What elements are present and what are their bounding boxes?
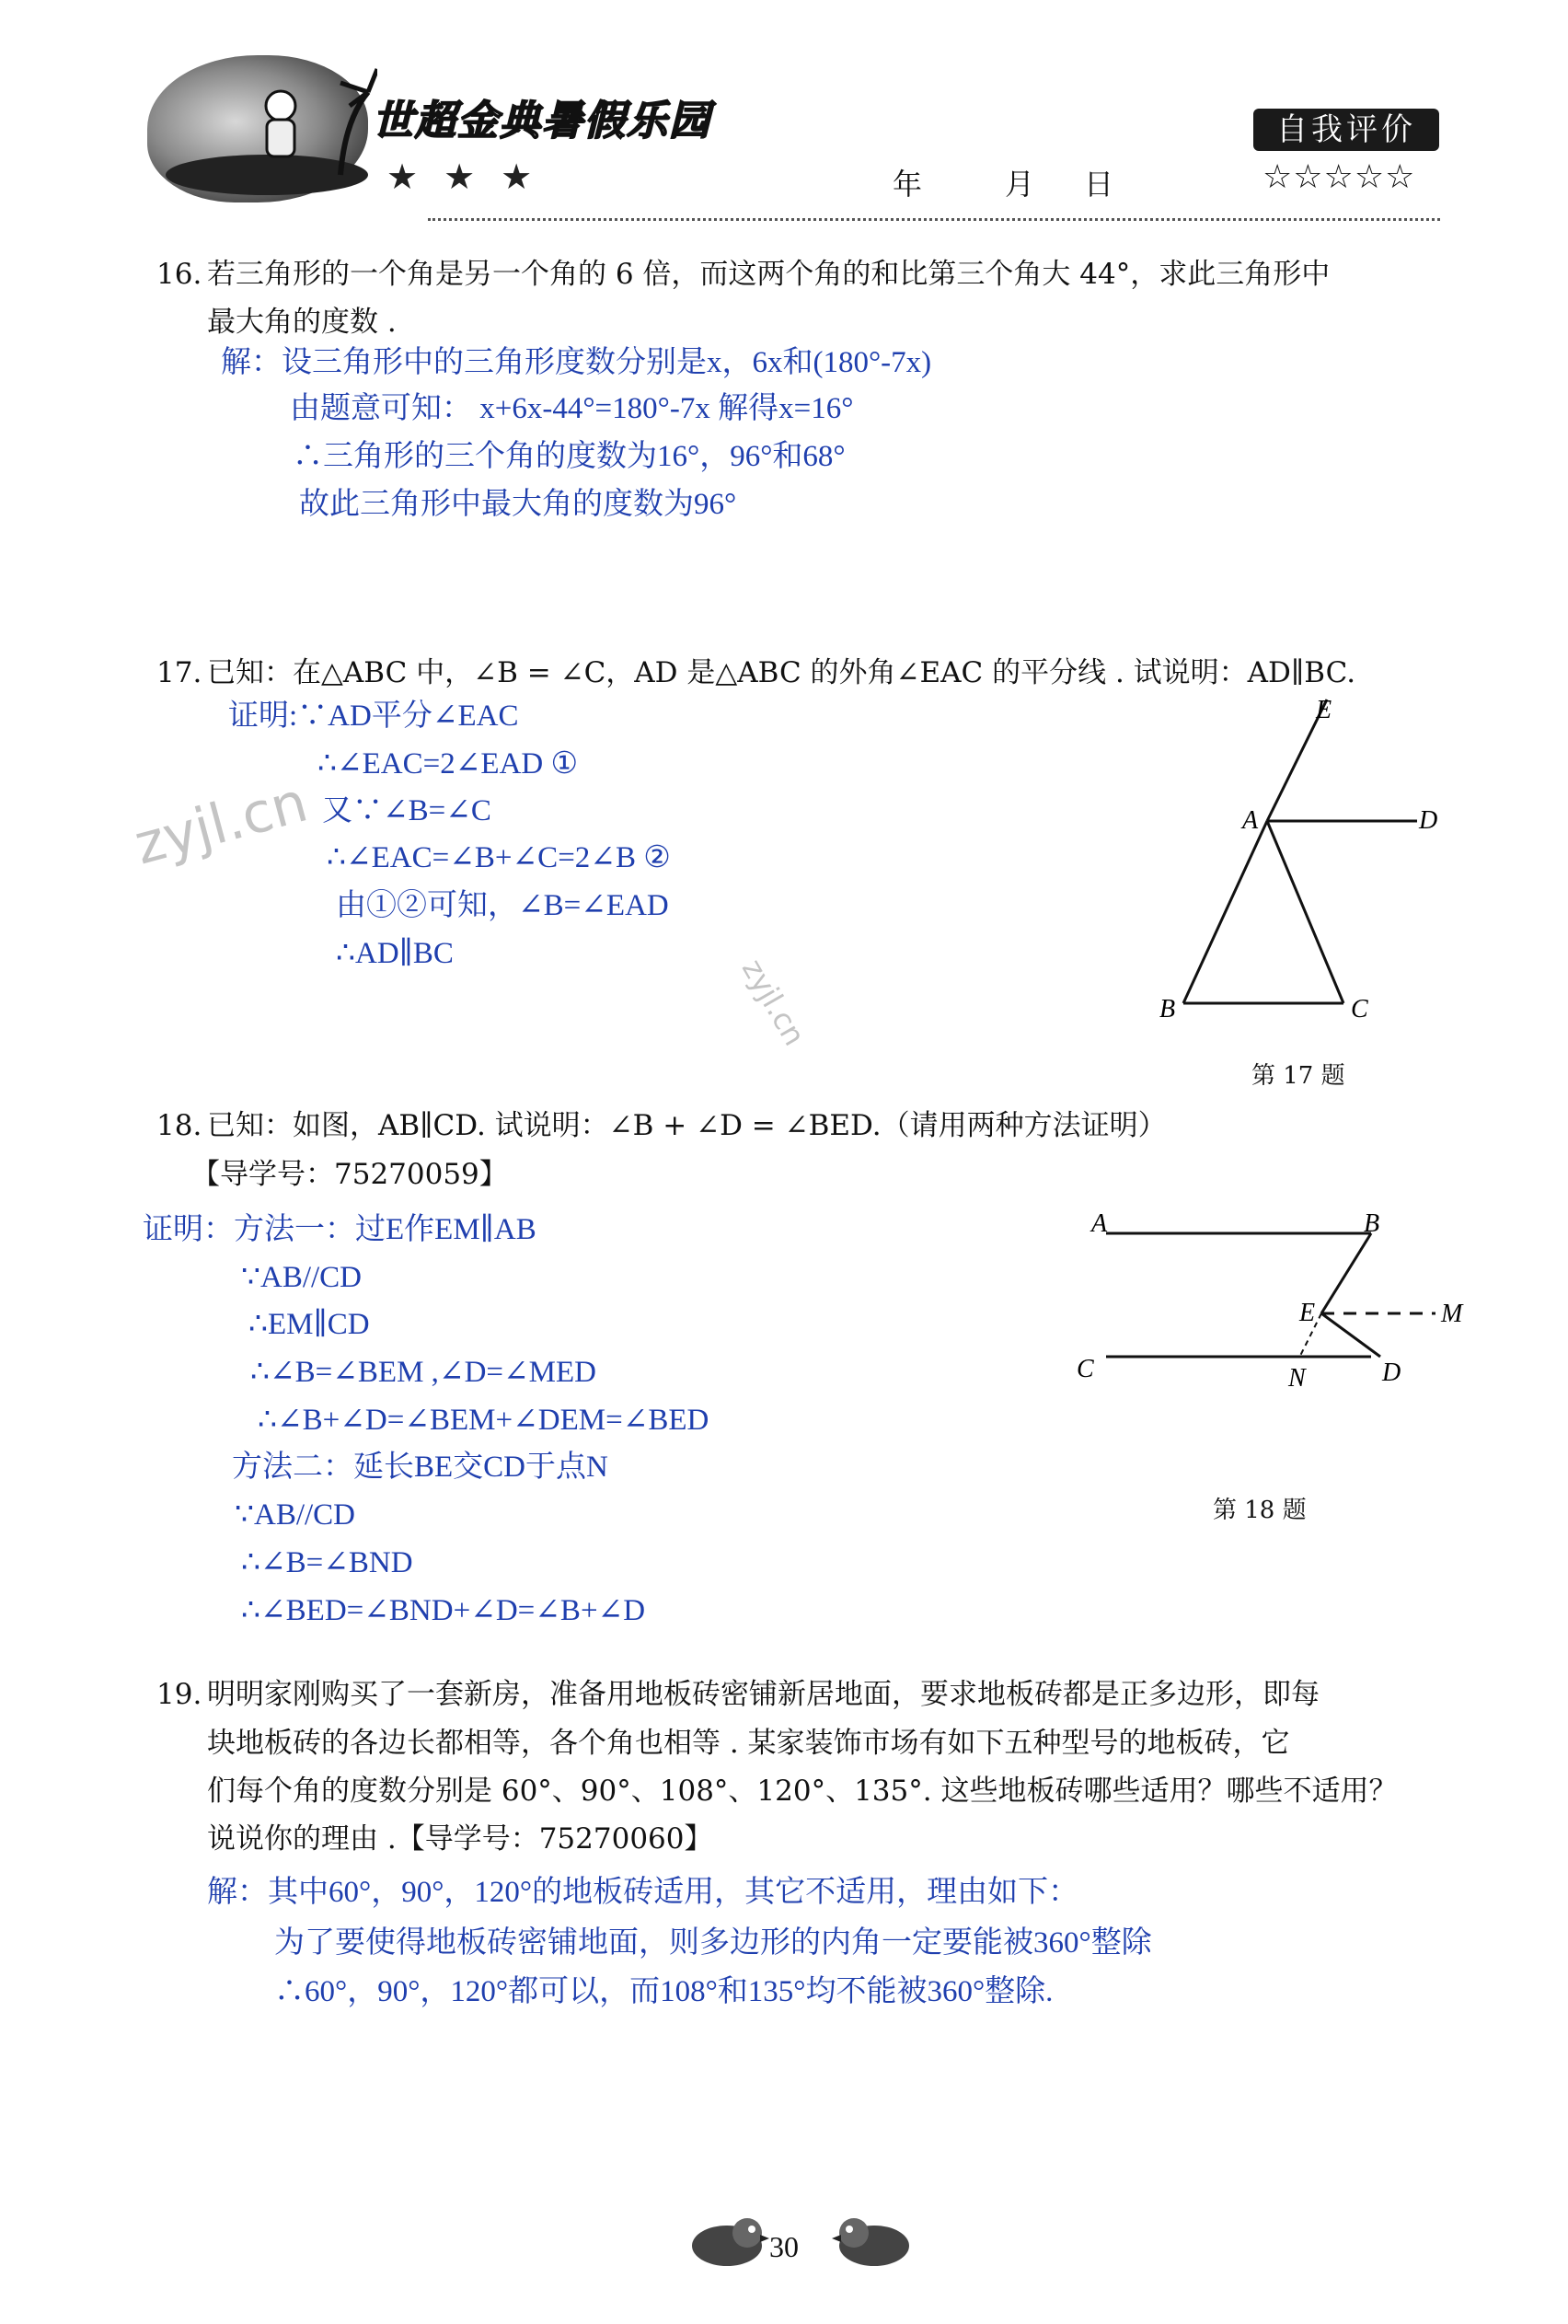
label-e: E xyxy=(1316,696,1332,724)
page-number: 30 xyxy=(769,2230,799,2263)
q18-answer-8: ∴∠B=∠BND xyxy=(241,1546,413,1579)
segment-ed xyxy=(1321,1313,1380,1357)
rating-stars[interactable]: ☆☆☆☆☆ xyxy=(1262,158,1416,196)
q18-answer-4: ∴∠B=∠BEM ,∠D=∠MED xyxy=(250,1356,597,1389)
q16-answer-4: 故此三角形中最大角的度数为96° xyxy=(299,488,737,521)
q19-line3: 们每个角的度数分别是 60°、90°、108°、120°、135°. 这些地板砖哪些适用？哪些不适用？ xyxy=(207,1775,1398,1808)
label-a: A xyxy=(1091,1209,1108,1238)
q17-answer-5: 由①②可知，∠B=∠EAD xyxy=(336,889,669,922)
q19-line2: 块地板砖的各边长都相等，各个角也相等 . 某家装饰市场有如下五种型号的地板砖，它 xyxy=(207,1727,1290,1760)
self-eval-badge: 自我评价 xyxy=(1253,109,1439,151)
label-b: B xyxy=(1364,1209,1380,1238)
q16-line1: 若三角形的一个角是另一个角的 6 倍，而这两个角的和比第三个角大 44°，求此三角形中 xyxy=(207,258,1331,291)
q17-answer-3: 又∵∠B=∠C xyxy=(322,794,491,827)
label-c: C xyxy=(1077,1355,1094,1383)
q19-answer-1: 解：其中60°，90°，120°的地板砖适用，其它不适用，理由如下： xyxy=(207,1876,1079,1909)
header-divider xyxy=(428,218,1440,221)
label-n: N xyxy=(1288,1364,1306,1393)
q18-answer-6: 方法二：延长BE交CD于点N xyxy=(232,1451,608,1484)
label-c: C xyxy=(1351,995,1368,1023)
q17-answer-4: ∴∠EAC=∠B+∠C=2∠B ② xyxy=(327,841,671,874)
q18-caption: 第 18 题 xyxy=(1213,1497,1307,1524)
q16-line2: 最大角的度数 . xyxy=(207,306,397,339)
q17-number: 17. xyxy=(156,656,202,689)
q17-answer-2: ∴∠EAC=2∠EAD ① xyxy=(317,747,579,780)
q18-answer-1: 证明：方法一：过E作EM∥AB xyxy=(143,1213,536,1246)
bird-icon-right xyxy=(828,2209,920,2273)
q18-line1: 已知：如图，AB∥CD. 试说明：∠B + ∠D = ∠BED.（请用两种方法证明） xyxy=(207,1109,1167,1142)
q19-answer-3: ∴60°，90°，120°都可以，而108°和135°均不能被360°整除. xyxy=(274,1975,1054,2008)
bird-icon-left xyxy=(681,2209,773,2273)
watermark-1: zyjl.cn xyxy=(128,769,315,878)
q18-answer-2: ∵AB//CD xyxy=(241,1261,363,1294)
q18-figure xyxy=(1067,1197,1482,1473)
q16-answer-3: ∴三角形的三个角的度数为16°，96°和68° xyxy=(293,440,846,473)
q17-figure xyxy=(1150,690,1482,1040)
q19-number: 19. xyxy=(156,1678,202,1711)
label-d: D xyxy=(1382,1359,1401,1387)
q19-line4: 说说你的理由 .【导学号：75270060】 xyxy=(207,1822,713,1856)
q18-number: 18. xyxy=(156,1109,202,1142)
q16-number: 16. xyxy=(156,258,202,291)
watermark-2: zyjl.cn xyxy=(734,953,813,1052)
q17-line1: 已知：在△ABC 中，∠B = ∠C，AD 是△ABC 的外角∠EAC 的平分线 . 试说明：AD∥BC. xyxy=(207,656,1356,689)
label-d: D xyxy=(1419,806,1438,835)
decorative-stars-icon: ★★★ xyxy=(386,156,559,197)
label-b: B xyxy=(1159,995,1176,1023)
q17-answer-6: ∴AD∥BC xyxy=(336,937,454,970)
q18-answer-5: ∴∠B+∠D=∠BEM+∠DEM=∠BED xyxy=(258,1404,709,1437)
side-ac xyxy=(1267,821,1343,1003)
surfer-icon xyxy=(156,64,377,202)
label-a: A xyxy=(1242,806,1259,835)
date-month: 月 xyxy=(1005,167,1035,202)
segment-be xyxy=(1321,1233,1371,1313)
q18-answer-3: ∴EM∥CD xyxy=(248,1308,370,1341)
date-year: 年 xyxy=(893,167,923,202)
q18-answer-7: ∵AB//CD xyxy=(235,1498,356,1532)
label-m: M xyxy=(1441,1300,1463,1328)
q19-line1: 明明家刚购买了一套新房，准备用地板砖密铺新居地面，要求地板砖都是正多边形，即每 xyxy=(207,1678,1320,1711)
q18-answer-9: ∴∠BED=∠BND+∠D=∠B+∠D xyxy=(241,1594,646,1627)
q18-guide-number: 【导学号：75270059】 xyxy=(191,1158,508,1191)
side-ab xyxy=(1183,821,1267,1003)
label-e: E xyxy=(1299,1299,1316,1327)
q16-answer-1: 解：设三角形中的三角形度数分别是x，6x和(180°-7x) xyxy=(221,346,932,379)
q19-answer-2: 为了要使得地板砖密铺地面，则多边形的内角一定要能被360°整除 xyxy=(274,1926,1152,1960)
date-day: 日 xyxy=(1084,167,1114,202)
q17-caption: 第 17 题 xyxy=(1251,1062,1345,1090)
q16-answer-2: 由题意可知： x+6x-44°=180°-7x 解得x=16° xyxy=(290,392,854,425)
series-title: 世超金典暑假乐园 xyxy=(373,98,711,145)
q17-answer-1: 证明:∵AD平分∠EAC xyxy=(228,700,519,733)
